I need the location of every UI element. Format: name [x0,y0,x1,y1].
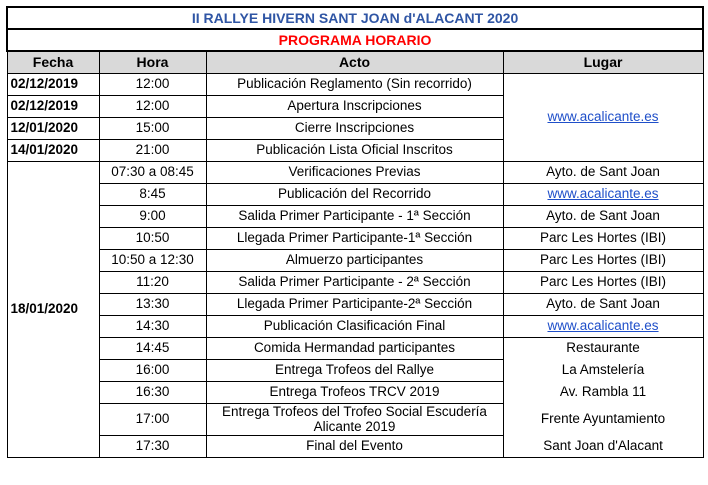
header-lugar: Lugar [503,51,703,73]
table-row [7,161,703,183]
acto-cell: Llegada Primer Participante-2ª Sección [206,293,503,315]
lugar-cell[interactable] [503,183,703,205]
header-acto: Acto [206,51,503,73]
hora-cell: 9:00 [99,205,206,227]
hora-cell: 16:30 [99,381,206,403]
lugar-cell-web[interactable] [503,73,703,161]
header-row [7,51,703,73]
fecha-cell: 14/01/2020 [7,139,99,161]
fecha-event-cell: 18/01/2020 [7,161,99,457]
acto-cell: Apertura Inscripciones [206,95,503,117]
lugar-cell: Ayto. de Sant Joan [503,293,703,315]
lugar-link[interactable]: www.acalicante.es [547,318,659,334]
lugar-cell: Restaurante [503,337,703,359]
hora-cell: 8:45 [99,183,206,205]
page-title: II RALLYE HIVERN SANT JOAN d'ALACANT 2020 [7,7,703,29]
acto-cell: Comida Hermandad participantes [206,337,503,359]
schedule-table [6,6,704,458]
acto-cell: Publicación del Recorrido [206,183,503,205]
lugar-cell: Parc Les Hortes (IBI) [503,227,703,249]
acto-cell: Final del Evento [206,435,503,457]
fecha-cell: 12/01/2020 [7,117,99,139]
header-hora: Hora [99,51,206,73]
hora-cell: 12:00 [99,73,206,95]
lugar-link[interactable]: www.acalicante.es [547,109,659,125]
table-row [7,435,703,457]
header-fecha: Fecha [7,51,99,73]
table-row [7,271,703,293]
hora-cell: 17:00 [99,403,206,435]
table-row [7,249,703,271]
acto-cell: Entrega Trofeos TRCV 2019 [206,381,503,403]
hora-cell: 10:50 [99,227,206,249]
hora-cell: 21:00 [99,139,206,161]
hora-cell: 13:30 [99,293,206,315]
hora-cell: 14:45 [99,337,206,359]
hora-cell: 17:30 [99,435,206,457]
lugar-cell: Sant Joan d'Alacant [503,435,703,457]
page-subtitle: PROGRAMA HORARIO [7,29,703,51]
hora-cell: 07:30 a 08:45 [99,161,206,183]
lugar-link[interactable]: www.acalicante.es [547,186,659,202]
lugar-cell: Av. Rambla 11 [503,381,703,403]
acto-cell: Almuerzo participantes [206,249,503,271]
lugar-cell: Ayto. de Sant Joan [503,161,703,183]
acto-cell: Publicación Lista Oficial Inscritos [206,139,503,161]
table-row [7,183,703,205]
acto-cell: Publicación Clasificación Final [206,315,503,337]
table-row [7,315,703,337]
hora-cell: 11:20 [99,271,206,293]
lugar-cell[interactable] [503,315,703,337]
table-row [7,381,703,403]
fecha-cell: 02/12/2019 [7,95,99,117]
acto-cell: Entrega Trofeos del Rallye [206,359,503,381]
table-row [7,73,703,95]
fecha-cell: 02/12/2019 [7,73,99,95]
lugar-cell: Frente Ayuntamiento [503,403,703,435]
hora-cell: 10:50 a 12:30 [99,249,206,271]
acto-cell: Salida Primer Participante - 2ª Sección [206,271,503,293]
table-row [7,293,703,315]
table-row [7,337,703,359]
lugar-cell: Parc Les Hortes (IBI) [503,249,703,271]
table-row [7,359,703,381]
hora-cell: 12:00 [99,95,206,117]
acto-cell: Llegada Primer Participante-1ª Sección [206,227,503,249]
hora-cell: 14:30 [99,315,206,337]
lugar-cell: Parc Les Hortes (IBI) [503,271,703,293]
acto-cell: Cierre Inscripciones [206,117,503,139]
table-row [7,403,703,435]
table-row [7,227,703,249]
table-row [7,205,703,227]
acto-cell: Salida Primer Participante - 1ª Sección [206,205,503,227]
hora-cell: 15:00 [99,117,206,139]
lugar-cell: Ayto. de Sant Joan [503,205,703,227]
acto-cell: Entrega Trofeos del Trofeo Social Escudería Alicante 2019 [206,403,503,435]
hora-cell: 16:00 [99,359,206,381]
acto-cell: Verificaciones Previas [206,161,503,183]
acto-cell: Publicación Reglamento (Sin recorrido) [206,73,503,95]
lugar-cell: La Amstelería [503,359,703,381]
